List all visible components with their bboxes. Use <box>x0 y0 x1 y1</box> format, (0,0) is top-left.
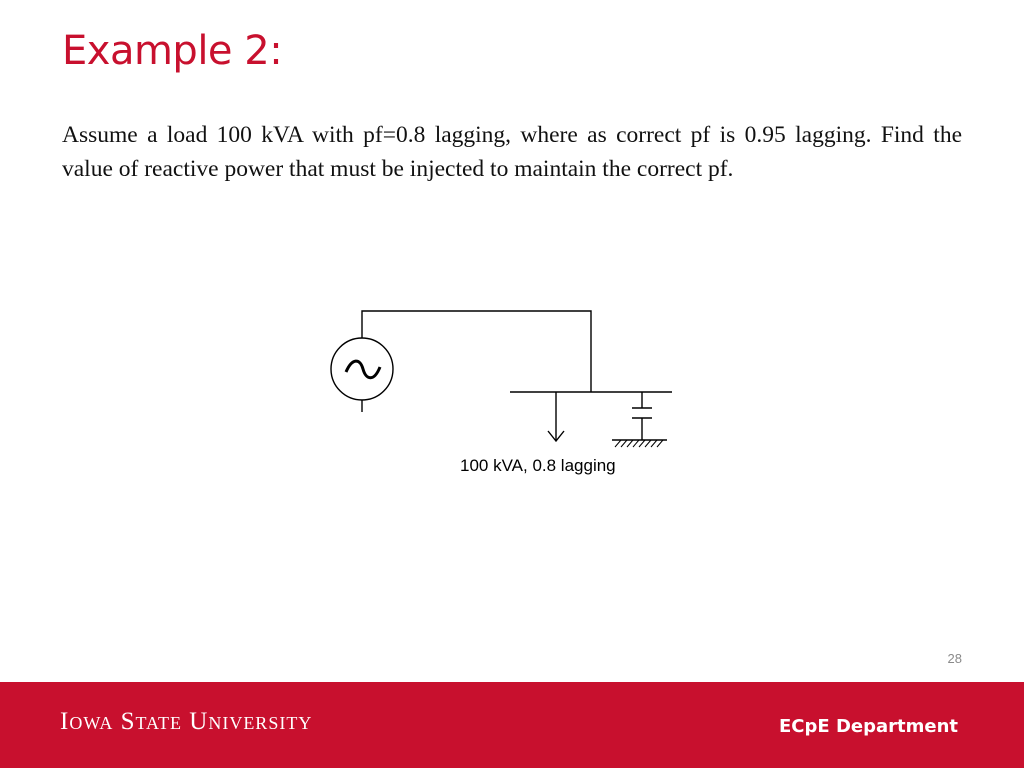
department-label: ECpE Department <box>779 716 958 737</box>
source-top-wire <box>362 311 591 392</box>
circuit-diagram <box>300 290 720 490</box>
footer-bar <box>0 682 1024 768</box>
slide-title: Example 2: <box>62 28 283 74</box>
ground-hatch-icon <box>615 440 663 447</box>
sine-wave-icon <box>346 361 380 378</box>
university-logo: Iowa State University <box>60 708 313 735</box>
load-label: 100 kVA, 0.8 lagging <box>460 456 616 475</box>
page-number: 28 <box>947 651 962 666</box>
problem-statement: Assume a load 100 kVA with pf=0.8 lagging, where as correct pf is 0.95 lagging. Find the value of reactive power that must be injected to maintain the correct pf. <box>62 122 962 182</box>
